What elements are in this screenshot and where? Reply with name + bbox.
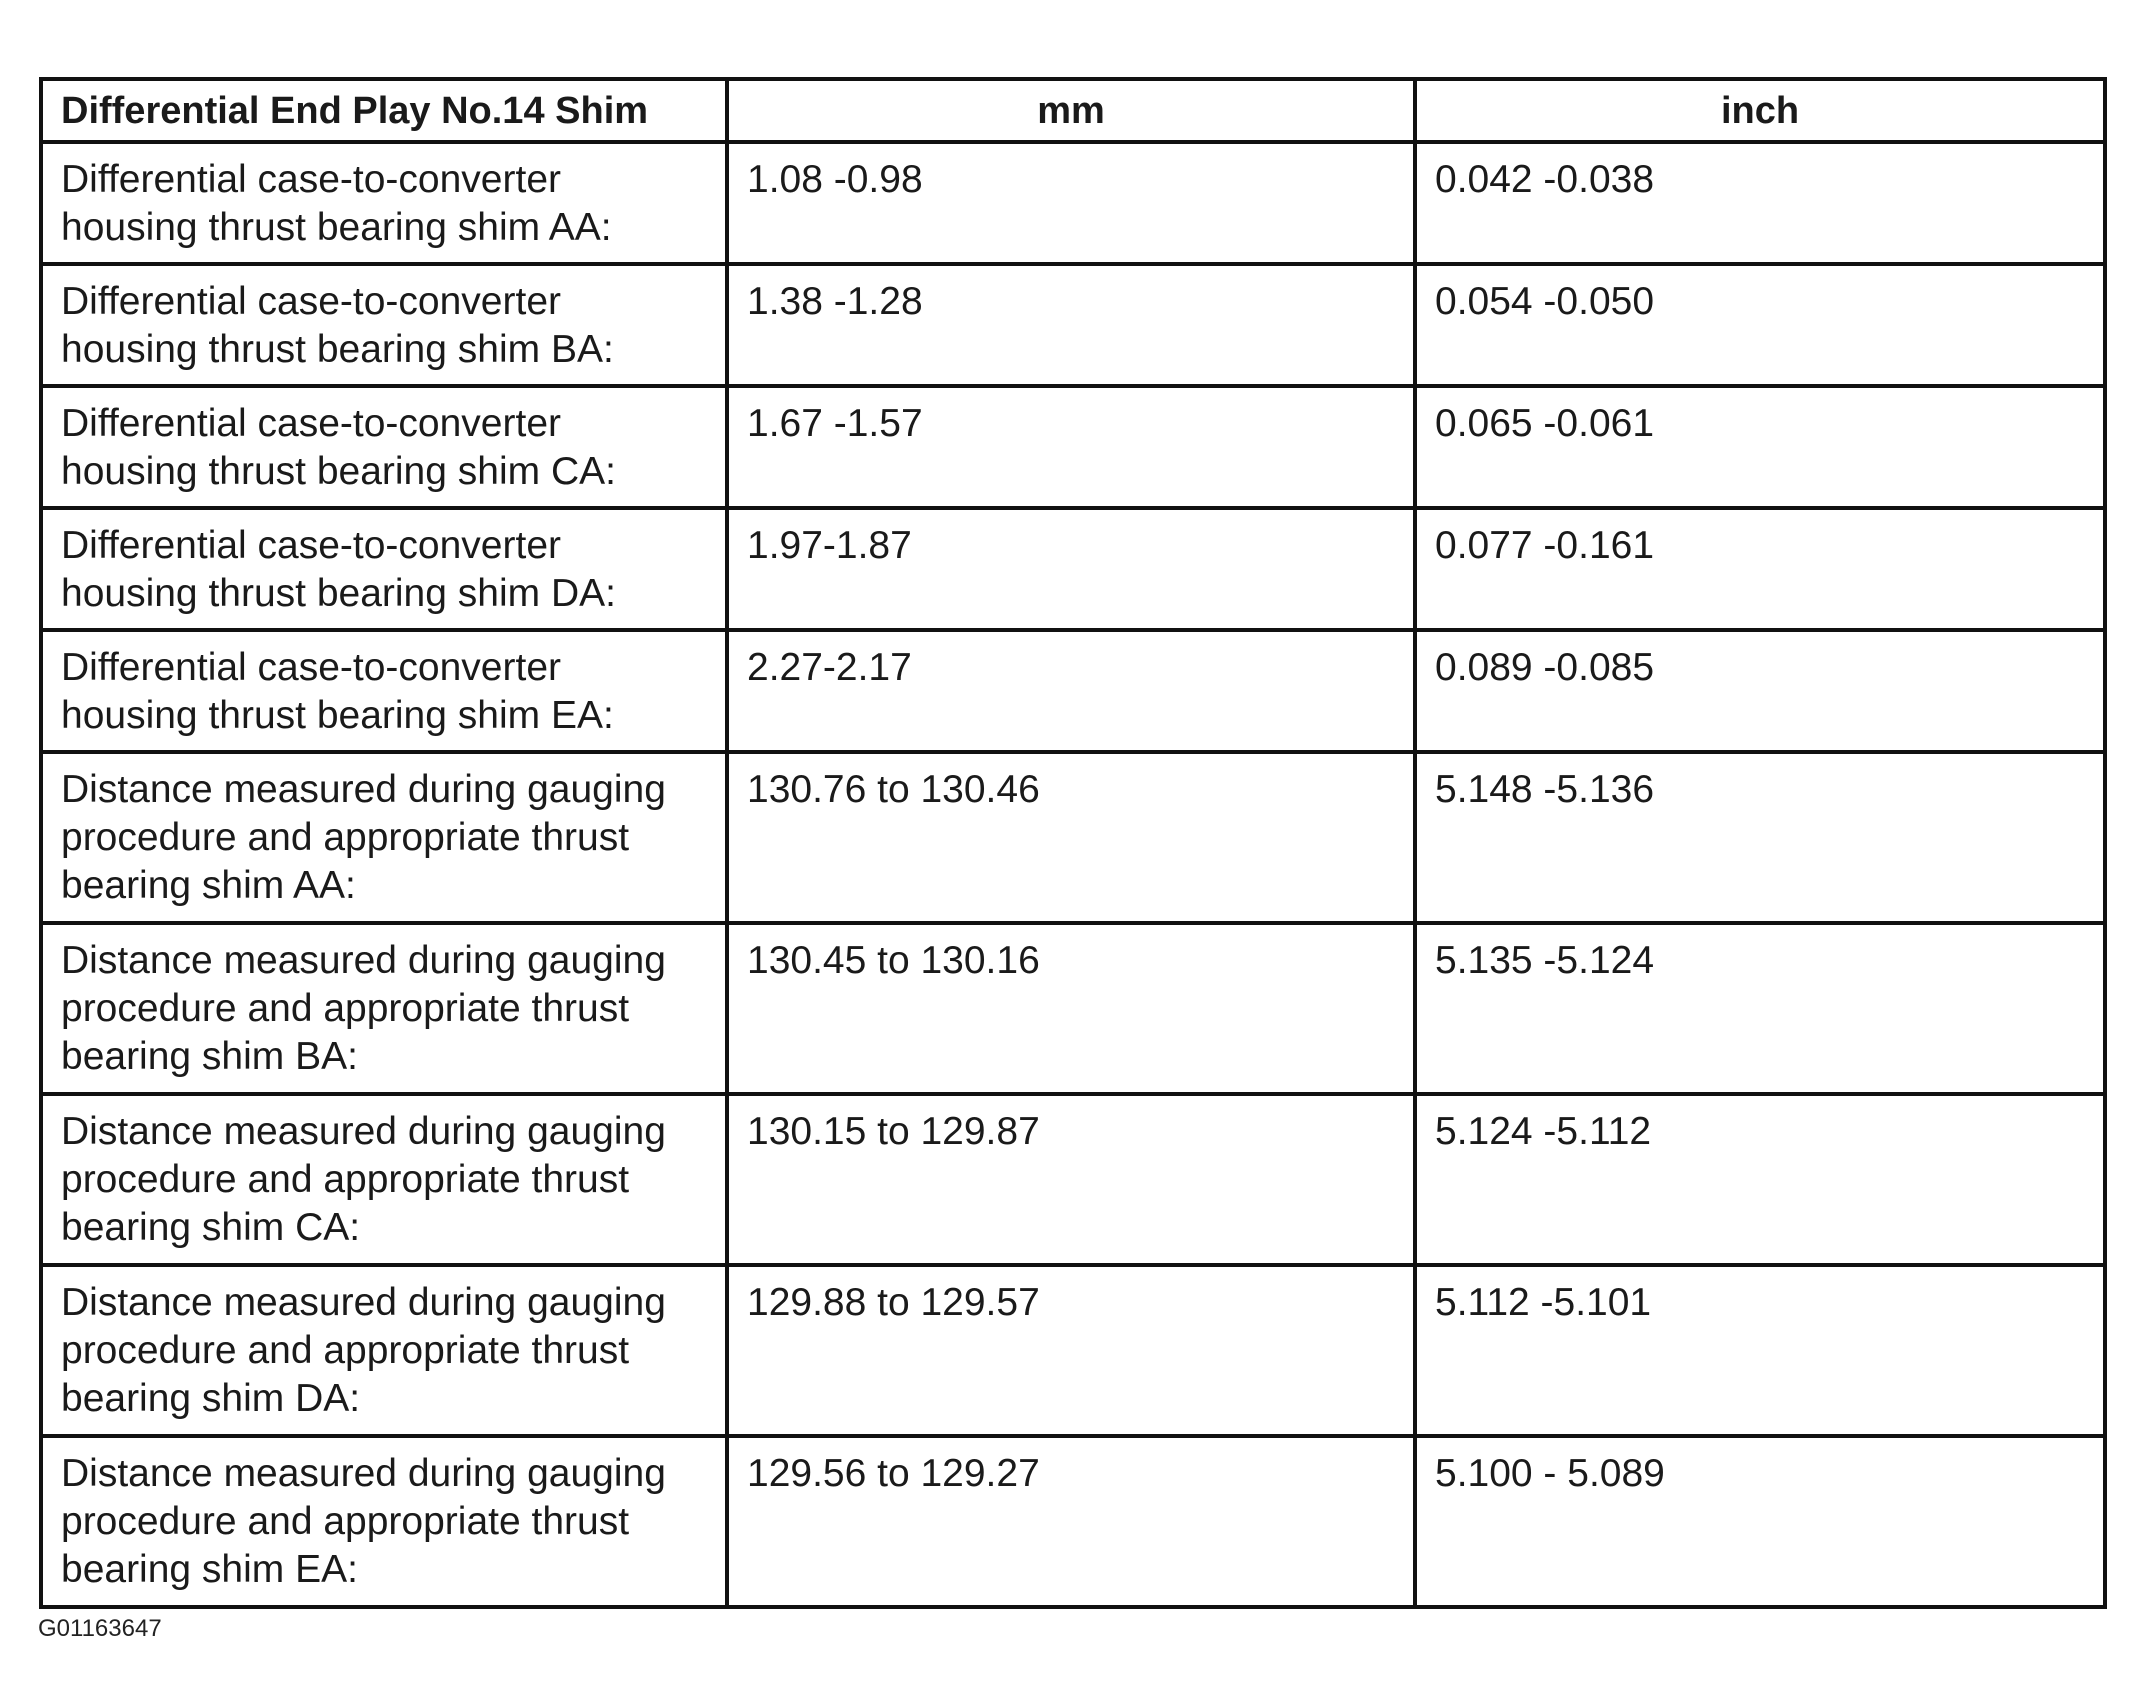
figure-id-label: G01163647	[38, 1615, 162, 1642]
column-header-mm: mm	[727, 79, 1415, 142]
shim-label-cell: Differential case-to-converter housing thrust bearing shim AA:	[41, 142, 727, 264]
mm-value-cell: 130.15 to 129.87	[727, 1094, 1415, 1265]
inch-value-cell: 0.054 -0.050	[1415, 264, 2105, 386]
mm-value-cell: 129.56 to 129.27	[727, 1436, 1415, 1607]
shim-label-cell: Distance measured during gauging procedure and appropriate thrust bearing shim CA:	[41, 1094, 727, 1265]
shim-label-cell: Distance measured during gauging procedure and appropriate thrust bearing shim BA:	[41, 923, 727, 1094]
inch-value-cell: 0.077 -0.161	[1415, 508, 2105, 630]
inch-value-cell: 5.135 -5.124	[1415, 923, 2105, 1094]
shim-label-cell: Differential case-to-converter housing thrust bearing shim BA:	[41, 264, 727, 386]
shim-label-cell: Distance measured during gauging procedure and appropriate thrust bearing shim DA:	[41, 1265, 727, 1436]
column-header-shim: Differential End Play No.14 Shim	[41, 79, 727, 142]
inch-value-cell: 5.112 -5.101	[1415, 1265, 2105, 1436]
mm-value-cell: 129.88 to 129.57	[727, 1265, 1415, 1436]
table-row	[41, 264, 2105, 386]
table-row	[41, 630, 2105, 752]
table-row	[41, 923, 2105, 1094]
mm-value-cell: 2.27-2.17	[727, 630, 1415, 752]
inch-value-cell: 0.042 -0.038	[1415, 142, 2105, 264]
table-row	[41, 508, 2105, 630]
table-row	[41, 1436, 2105, 1607]
inch-value-cell: 5.148 -5.136	[1415, 752, 2105, 923]
inch-value-cell: 5.124 -5.112	[1415, 1094, 2105, 1265]
mm-value-cell: 130.45 to 130.16	[727, 923, 1415, 1094]
table-row	[41, 752, 2105, 923]
shim-spec-table	[39, 77, 2107, 1609]
table-row	[41, 1265, 2105, 1436]
mm-value-cell: 130.76 to 130.46	[727, 752, 1415, 923]
shim-label-cell: Differential case-to-converter housing thrust bearing shim CA:	[41, 386, 727, 508]
shim-label-cell: Distance measured during gauging procedure and appropriate thrust bearing shim EA:	[41, 1436, 727, 1607]
mm-value-cell: 1.67 -1.57	[727, 386, 1415, 508]
shim-label-cell: Distance measured during gauging procedure and appropriate thrust bearing shim AA:	[41, 752, 727, 923]
table-row	[41, 142, 2105, 264]
table-row	[41, 386, 2105, 508]
shim-label-cell: Differential case-to-converter housing thrust bearing shim DA:	[41, 508, 727, 630]
table-row	[41, 1094, 2105, 1265]
column-header-inch: inch	[1415, 79, 2105, 142]
mm-value-cell: 1.97-1.87	[727, 508, 1415, 630]
table-header-row	[41, 79, 2105, 142]
shim-label-cell: Differential case-to-converter housing thrust bearing shim EA:	[41, 630, 727, 752]
inch-value-cell: 5.100 - 5.089	[1415, 1436, 2105, 1607]
inch-value-cell: 0.065 -0.061	[1415, 386, 2105, 508]
mm-value-cell: 1.38 -1.28	[727, 264, 1415, 386]
inch-value-cell: 0.089 -0.085	[1415, 630, 2105, 752]
mm-value-cell: 1.08 -0.98	[727, 142, 1415, 264]
